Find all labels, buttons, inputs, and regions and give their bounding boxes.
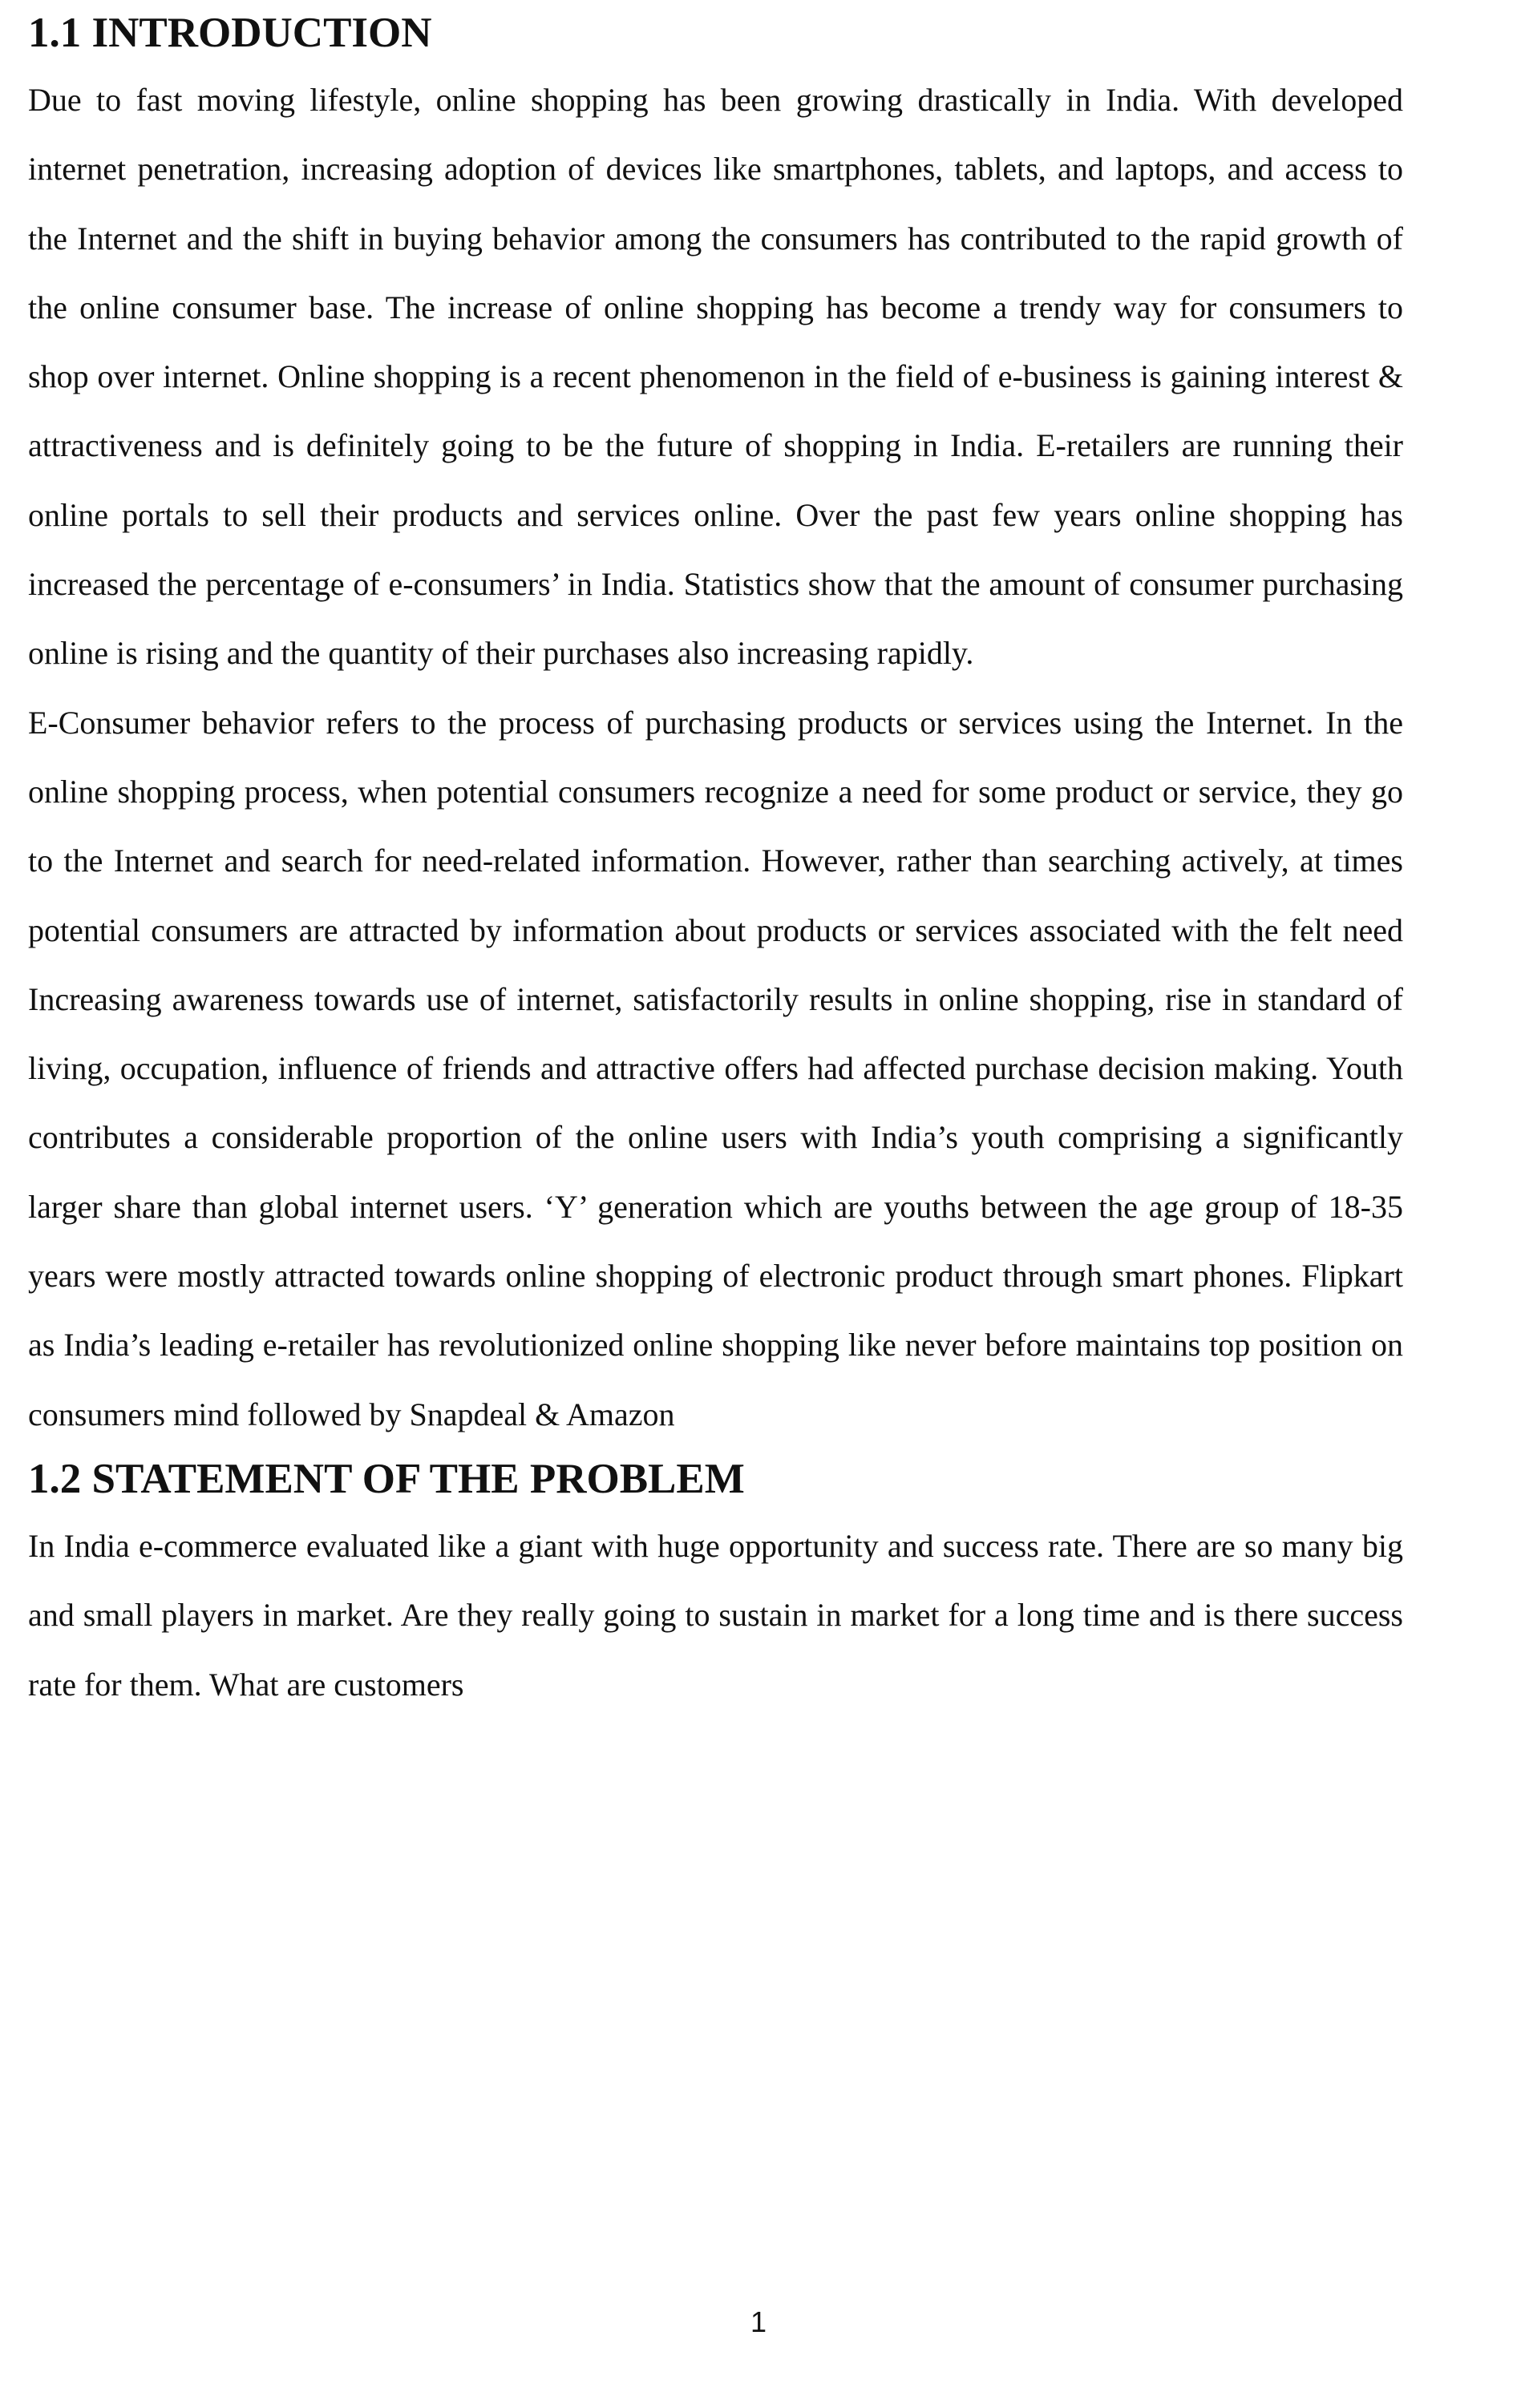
section-statement-of-problem xyxy=(28,1452,1403,1719)
page-number: 1 xyxy=(750,2305,767,2338)
paragraph-intro-1: Due to fast moving lifestyle, online shopping has been growing drastically in India. With developed internet penetration, increasing adoption of devices like smartphones, tablets, and laptops, and access to the Internet and the shift in buying behavior among the consumers has contributed to the rapid growth of the online consumer base. The increase of online shopping has become a trendy way for consumers to shop over internet. Online shopping is a recent phenomenon in the field of e-business is gaining interest & attractiveness and is definitely going to be the future of shopping in India. E-retailers are running their online portals to sell their products and services online. Over the past few years online shopping has increased the percentage of e-consumers’ in India. Statistics show that the amount of consumer purchasing online is rising and the quantity of their purchases also increasing rapidly. xyxy=(28,82,1403,672)
paragraph-intro-2: E-Consumer behavior refers to the process of purchasing products or services using the Internet. In the online shopping process, when potential consumers recognize a need for some product or service, they go to the Internet and search for need-related information. However, rather than searching actively, at times potential consumers are attracted by information about products or services associated with the felt need Increasing awareness towards use of internet, satisfactorily results in online shopping, rise in standard of living, occupation, influence of friends and attractive offers had affected purchase decision making. Youth contributes a considerable proportion of the online users with India’s youth comprising a significantly larger share than global internet users. ‘Y’ generation which are youths between the age group of 18-35 years were mostly attracted towards online shopping of electronic product through smart phones. Flipkart as India’s leading e-retailer has revolutionized online shopping like never before maintains top position on consumers mind followed by Snapdeal & Amazon xyxy=(28,704,1403,1432)
section-heading-introduction: 1.1 INTRODUCTION xyxy=(28,10,432,56)
page-content xyxy=(28,0,1403,1719)
paragraph-problem-1: In India e-commerce evaluated like a giant with huge opportunity and success rate. There are so many big and small players in market. Are they really going to sustain in market for a long time and is there success rate for them. What are customers xyxy=(28,1527,1403,1703)
section-heading-statement-of-problem: 1.2 STATEMENT OF THE PROBLEM xyxy=(28,1455,745,1502)
section-introduction xyxy=(28,6,1403,1449)
